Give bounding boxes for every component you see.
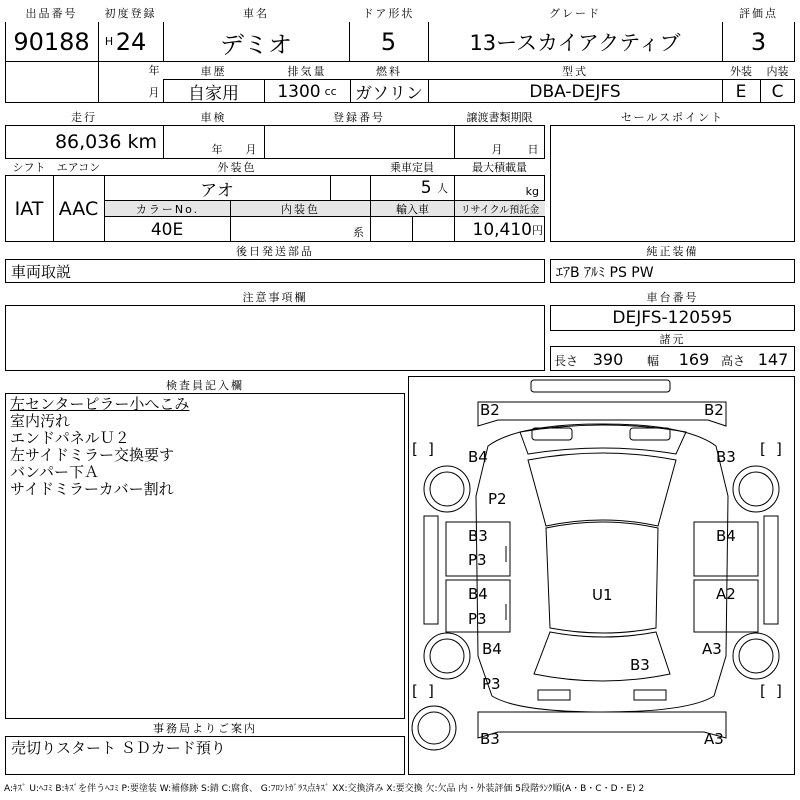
dims-label: 諸元 — [550, 331, 795, 346]
transfer-day-unit: 日 — [527, 143, 539, 156]
lot-number: 90188 — [13, 28, 90, 56]
shift-label: シフト — [5, 159, 53, 175]
damage-p3-left-2: P3 — [468, 610, 487, 628]
aircon-value: AAC — [58, 198, 99, 220]
shift-value: IAT — [14, 198, 44, 220]
capacity-unit: 人 — [437, 182, 448, 195]
inspector-line: バンパー下Ａ — [10, 463, 99, 481]
car-name: デミオ — [220, 30, 292, 59]
recycle-label: リサイクル預託金 — [455, 201, 545, 216]
rear-right-wheel — [733, 633, 779, 679]
color-value: アオ — [200, 180, 234, 201]
parts-label: 後日発送部品 — [5, 242, 545, 259]
damage-a2: A2 — [716, 585, 736, 603]
bracket-mark: ] — [776, 440, 782, 458]
inspection-year-unit: 年 — [211, 143, 223, 156]
exterior-grade: E — [735, 81, 747, 102]
damage-u1: U1 — [592, 586, 613, 604]
mileage-unit: km — [127, 131, 157, 153]
door-label: ドア形状 — [349, 4, 428, 22]
fuel-value: ガソリン — [355, 84, 423, 104]
damage-p3-left-1: P3 — [468, 551, 487, 569]
damage-p2: P2 — [488, 490, 507, 508]
registration-year: 24 — [115, 28, 147, 56]
model-label: 型式 — [428, 62, 722, 79]
damage-b2-right: B2 — [704, 401, 724, 419]
right-skirt — [764, 516, 778, 624]
inspector-label: 検査員記入欄 — [5, 376, 405, 393]
recycle-unit: 円 — [532, 223, 543, 237]
color-label: 外装色 — [104, 159, 370, 175]
mileage-number: 86,036 — [54, 131, 122, 153]
equipment-value: ｴｱB ｱﾙﾐ PS PW — [556, 264, 654, 281]
damage-b3-left: B3 — [468, 527, 488, 545]
displacement-label: 排気量 — [264, 62, 350, 79]
front-bumper-top — [531, 380, 670, 392]
bracket-mark: [ — [760, 682, 766, 700]
bracket-mark: ] — [428, 440, 434, 458]
front-bumper-outline — [478, 402, 726, 426]
roof — [546, 522, 658, 633]
plate-label: 登録番号 — [264, 108, 454, 125]
history-value: 自家用 — [188, 84, 239, 104]
transfer-label: 譲渡書類期限 — [454, 108, 545, 125]
damage-b4-left-2: B4 — [468, 585, 488, 603]
inspector-notes — [10, 396, 400, 498]
height-value: 147 — [757, 349, 789, 369]
score-label: 評価点 — [722, 4, 795, 22]
width-label: 幅 — [646, 353, 659, 368]
load-label: 最大積載量 — [454, 159, 545, 175]
fuel-label: 燃料 — [350, 62, 428, 79]
grade-value: 13ースカイアクティブ — [469, 31, 681, 55]
intcolor-unit: 系 — [353, 226, 364, 239]
capacity-value — [370, 176, 454, 200]
mileage-value — [5, 126, 163, 158]
rear-left-wheel — [424, 633, 470, 679]
load-unit: kg — [525, 184, 539, 198]
score-value: 3 — [750, 28, 767, 56]
intcolor-label: 内装色 — [231, 201, 370, 216]
damage-p3-left-3: P3 — [482, 675, 501, 693]
displacement-number: 1300 — [277, 81, 321, 102]
office-value: 売切りスタート ＳＤカード預り — [11, 738, 226, 757]
front-left-wheel — [424, 466, 470, 512]
office-label: 事務局よりご案内 — [5, 719, 405, 736]
damage-b3-top-right: B3 — [716, 448, 736, 466]
bracket-mark: [ — [412, 440, 418, 458]
first-registration-label: 初度登録 — [98, 4, 163, 22]
inspector-line: サイドミラーカバー割れ — [10, 480, 174, 498]
inspection-month-unit: 月 — [245, 143, 257, 156]
car-name-label: 車名 — [163, 4, 349, 22]
aircon-label: エアコン — [53, 159, 104, 175]
inspector-line: 左サイドミラー交換要す — [10, 446, 174, 464]
grade-label: グレード — [428, 4, 722, 22]
capacity-number: 5 — [420, 178, 432, 198]
height-label: 高さ — [720, 353, 745, 368]
car-body-outline — [476, 424, 728, 712]
door-value: 5 — [380, 28, 397, 56]
mileage-label: 走行 — [5, 108, 163, 125]
length-value: 390 — [592, 349, 624, 369]
bracket-mark: [ — [412, 682, 418, 700]
inspector-line: 室内汚れ — [10, 412, 71, 430]
spare-wheel — [412, 706, 456, 750]
width-value: 169 — [678, 349, 710, 369]
colorno-value: 40E — [150, 219, 184, 240]
bracket-mark: ] — [776, 682, 782, 700]
length-label: 長さ — [553, 353, 578, 368]
exterior-label: 外装 — [722, 62, 760, 79]
year-unit: 年 — [148, 64, 160, 77]
inspector-line: エンドパネルＵ２ — [10, 429, 130, 447]
transfer-month-unit: 月 — [491, 143, 503, 156]
car-damage-diagram — [408, 376, 795, 775]
damage-b2-left: B2 — [480, 401, 500, 419]
equipment-label: 純正装備 — [550, 242, 795, 259]
recycle-value — [454, 217, 545, 242]
displacement-unit: cc — [324, 85, 337, 98]
sales-point-label: セールスポイント — [550, 108, 795, 125]
damage-a3-bottom-right: A3 — [704, 730, 724, 748]
bracket-mark: ] — [428, 682, 434, 700]
chassis-label: 車台番号 — [550, 288, 795, 305]
damage-a3-right: A3 — [702, 640, 722, 658]
colorno-label: カラーNo. — [105, 201, 230, 216]
parts-value: 車両取説 — [11, 263, 72, 281]
bracket-mark: [ — [760, 440, 766, 458]
windshield — [528, 453, 676, 526]
rear-bumper — [478, 712, 726, 738]
notes-label: 注意事項欄 — [5, 288, 545, 305]
chassis-number: DEJFS-120595 — [612, 308, 733, 328]
era: H — [104, 34, 114, 48]
damage-b3-center: B3 — [630, 656, 650, 674]
model-value: DBA-DEJFS — [529, 81, 621, 102]
legend: A:ｷｽﾞ U:ﾍｺﾐ B:ｷｽﾞを伴うﾍｺﾐ P:要塗装 W:補修跡 S:錆 C:腐食、 G:ﾌﾛﾝﾄｶﾞﾗｽ点ｷｽﾞ XX:交換済み X:要交換 欠:欠品 内・外装評価 5段階ﾗﾝｸ順(A・B・C・D・E) 2 — [4, 783, 645, 794]
inspection-label: 車検 — [163, 108, 264, 125]
capacity-label: 乗車定員 — [370, 159, 454, 175]
lot-label: 出品番号 — [5, 4, 98, 22]
interior-grade: C — [771, 81, 784, 102]
displacement-value — [264, 80, 350, 103]
damage-b3-bottom-left: B3 — [480, 730, 500, 748]
import-label: 輸入車 — [371, 201, 454, 216]
interior-label: 内装 — [760, 62, 795, 79]
month-unit: 月 — [148, 86, 160, 99]
damage-b4-right: B4 — [716, 527, 736, 545]
recycle-number: 10,410 — [472, 219, 532, 240]
sales-point-box — [550, 108, 795, 242]
history-label: 車歴 — [163, 62, 264, 79]
left-skirt — [424, 516, 438, 624]
inspector-line: 左センターピラー小へこみ — [10, 395, 190, 413]
damage-b4-left-3: B4 — [482, 640, 502, 658]
front-right-wheel — [733, 466, 779, 512]
damage-b4-top-left: B4 — [468, 448, 488, 466]
